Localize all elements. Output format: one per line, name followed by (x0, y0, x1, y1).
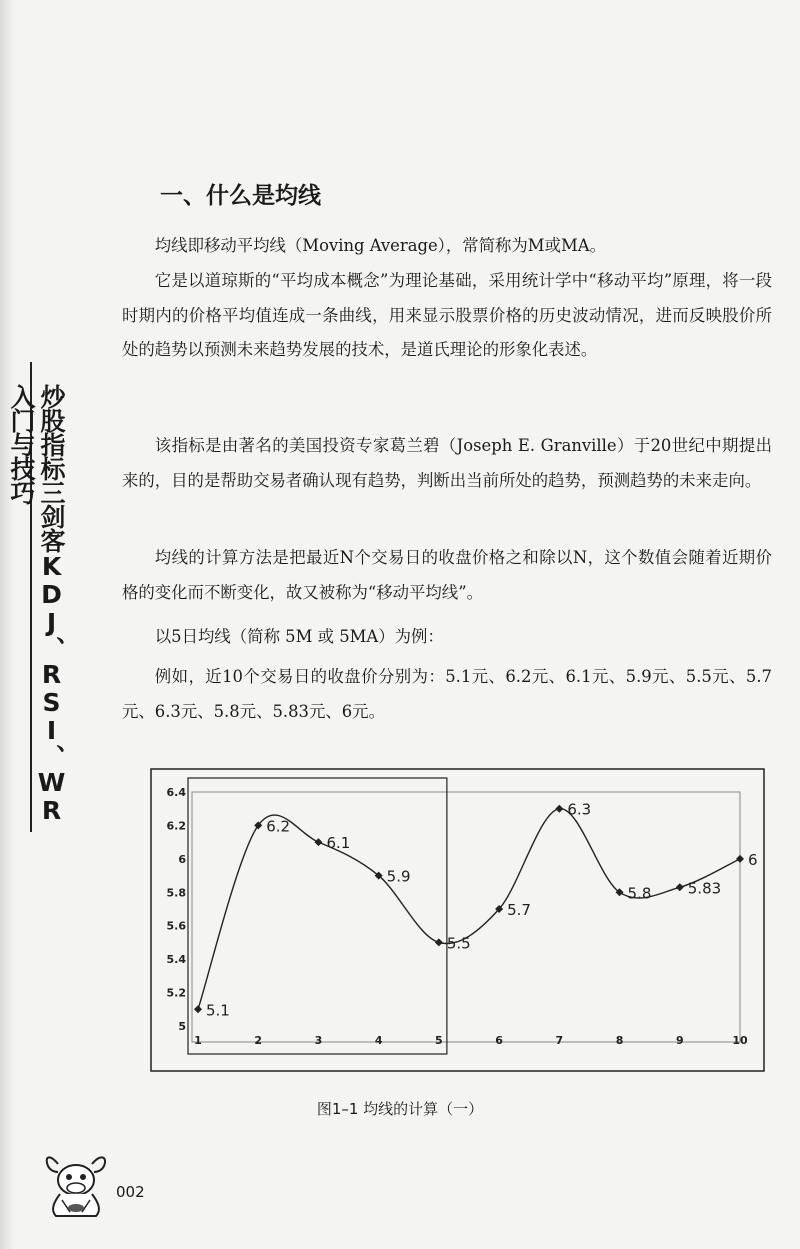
data-labels (206, 801, 758, 1020)
page-edge (0, 0, 14, 1249)
ma-chart (150, 768, 765, 1072)
data-point (676, 883, 684, 891)
y-tick-label: 5.6 (166, 919, 186, 933)
x-tick-label: 9 (675, 1034, 684, 1047)
running-head-dash (30, 362, 32, 374)
data-label: 5.9 (386, 867, 411, 886)
y-tick-label: 5.8 (166, 886, 186, 900)
running-head (7, 362, 72, 832)
data-label: 5.7 (507, 901, 531, 919)
x-tick-label: 6 (495, 1034, 503, 1047)
data-point (555, 805, 563, 813)
section-title: 一、什么是均线 (160, 183, 321, 209)
paragraph-6: 例如，近10个交易日的收盘价分别为：5.1元、6.2元、6.1元、5.9元、5.5元、5.7元、6.3元、5.8元、5.83元、6元。 (122, 667, 772, 721)
paragraph-5: 以5日均线（简称 5M 或 5MA）为例： (154, 627, 444, 646)
y-axis (167, 786, 187, 1033)
data-label: 6 (748, 850, 758, 869)
data-point (194, 1005, 202, 1013)
figure-caption: 图1–1 均线的计算（一） (316, 1100, 484, 1118)
chart-outer-frame (151, 769, 764, 1071)
x-tick-label: 5 (435, 1034, 443, 1047)
data-label: 5.83 (687, 879, 722, 898)
y-tick-label: 6.4 (166, 786, 186, 799)
x-tick-label: 3 (314, 1034, 323, 1047)
data-label: 6.3 (567, 800, 592, 819)
x-tick-label: 10 (732, 1034, 748, 1047)
data-point (314, 838, 322, 846)
y-tick-label: 6.2 (166, 819, 186, 833)
series-line (198, 809, 740, 1010)
y-tick-label: 5.4 (166, 953, 186, 967)
x-tick-label: 1 (194, 1034, 202, 1047)
data-point (736, 855, 744, 863)
paragraph-3: 该指标是由著名的美国投资专家葛兰碧（Joseph E. Granville）于20世纪中期提出来的，目的是帮助交易者确认现有趋势，判断出当前所处的趋势，预测趋势的未来走向。 (122, 436, 772, 490)
data-label: 5.1 (206, 1001, 230, 1020)
x-axis (194, 1034, 748, 1047)
data-label: 5.5 (446, 934, 471, 953)
paragraph-1: 均线即移动平均线（Moving Average），常简称为M或MA。 (154, 236, 606, 255)
ma-chart-svg (150, 768, 765, 1072)
bull-mascot-icon (40, 1150, 116, 1220)
x-tick-label: 4 (374, 1034, 383, 1047)
page-number: 002 (116, 1183, 145, 1201)
data-point (435, 938, 443, 946)
paragraph-4: 均线的计算方法是把最近N个交易日的收盘价格之和除以N，这个数值会随着近期价格的变化而不断变化，故又被称为“移动平均线”。 (122, 548, 772, 602)
data-label: 6.2 (266, 817, 291, 836)
data-label: 6.1 (326, 834, 351, 853)
x-tick-label: 7 (555, 1034, 564, 1047)
running-head-dash (30, 820, 32, 832)
y-tick-label: 5.2 (166, 986, 186, 1000)
y-tick-label: 6 (178, 852, 186, 866)
running-head-text: 炒股指标三剑客KDJ、RSI、WR入门与技巧 (7, 384, 66, 824)
data-points (194, 805, 744, 1014)
data-label: 5.8 (627, 884, 652, 903)
paragraph-2: 它是以道琼斯的“平均成本概念”为理论基础，采用统计学中“移动平均”原理，将一段时期内的价格平均值连成一条曲线，用来显示股票价格的历史波动情况，进而反映股价所处的趋势以预测未来趋势发展的技术，是道氏理论的形象化表述。 (122, 271, 772, 359)
y-tick-label: 5 (178, 1020, 186, 1033)
x-tick-label: 8 (615, 1034, 624, 1047)
x-tick-label: 2 (254, 1034, 263, 1047)
